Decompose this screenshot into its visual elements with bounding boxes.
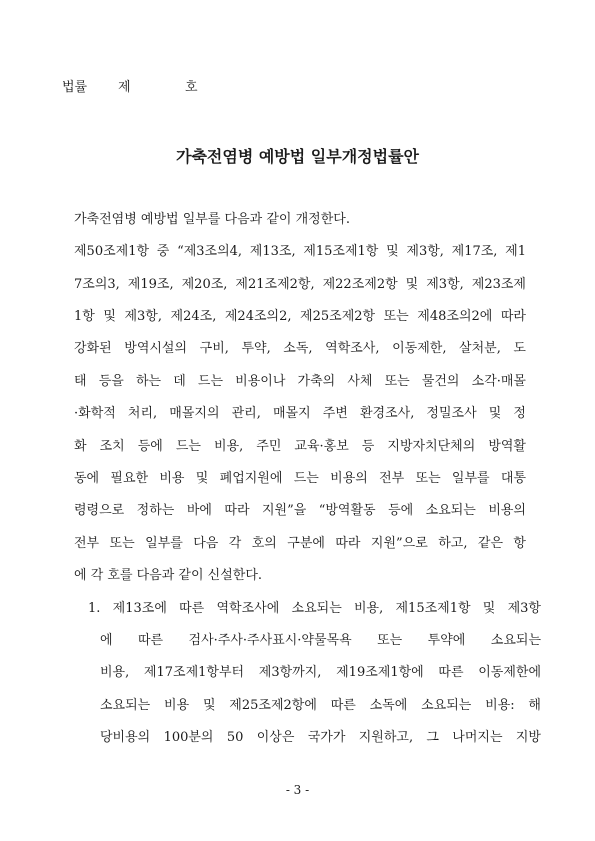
paragraph-line: 강화된 방역시설의 구비, 투약, 소독, 역학조사, 이동제한, 살처분, 도 <box>74 341 526 357</box>
paragraph-line: 령령으로 정하는 바에 따라 지원”을 “방역활동 등에 소요되는 비용의 <box>74 503 526 519</box>
list-item-line: 제13조에 따른 역학조사에 소요되는 비용, 제15조제1항 및 제3항 <box>112 600 541 616</box>
list-item-line-container <box>88 593 541 625</box>
law-number-prefix: 제 <box>118 80 131 95</box>
amendment-body <box>74 204 526 593</box>
list-item-line: 에 따른 검사·주사·주사표시·약물목욕 또는 투약에 소요되는 <box>100 633 541 648</box>
paragraph-line: ·화학적 처리, 매몰지의 관리, 매몰지 주변 환경조사, 정밀조사 및 정 <box>74 406 526 422</box>
paragraph-line: 1항 및 제3항, 제24조, 제24조의2, 제25조제2항 또는 제48조의2에 따라 <box>74 308 526 324</box>
list-item-first-line <box>88 593 541 625</box>
paragraph-line: 제50조제1항 중 “제3조의4, 제13조, 제15조제1항 및 제3항, 제17조, 제1 <box>74 244 526 260</box>
paragraph-line: 7조의3, 제19조, 제20조, 제21조제2항, 제22조제2항 및 제3항, 제23조제 <box>74 276 526 292</box>
paragraph-line: 동에 필요한 비용 및 폐업지원에 드는 비용의 전부 또는 일부를 대통 <box>74 470 526 486</box>
paragraph-line: 화 조치 등에 드는 비용, 주민 교육·홍보 등 지방자치단체의 방역활 <box>74 438 526 454</box>
list-item-line: 당비용의 100분의 50 이상은 국가가 지원하고, 그 나머지는 지방 <box>100 730 541 746</box>
list-item-number: 1. <box>88 600 101 616</box>
paragraph-line: 태 등을 하는 데 드는 비용이나 가축의 사체 또는 물건의 소각·매몰 <box>74 373 526 389</box>
paragraph-line: 전부 또는 일부를 다음 각 호의 구분에 따라 지원”으로 하고, 같은 항 <box>74 535 526 551</box>
page-number: - 3 - <box>285 783 310 797</box>
law-label: 법률 <box>62 80 88 95</box>
intro-text: 가축전염병 예방법 일부를 다음과 같이 개정한다. <box>74 211 350 227</box>
list-item-line: 비용, 제17조제1항부터 제3항까지, 제19조제1항에 따른 이동제한에 <box>100 665 541 681</box>
bill-title: 가축전염병 예방법 일부개정법률안 <box>176 147 419 166</box>
law-number-suffix: 호 <box>185 80 198 95</box>
paragraph-line: 에 각 호를 다음과 같이 신설한다. <box>74 568 263 584</box>
list-item-continuation <box>100 625 541 755</box>
list-item-line: 소요되는 비용 및 제25조제2항에 따른 소독에 소요되는 비용: 해 <box>100 697 541 713</box>
